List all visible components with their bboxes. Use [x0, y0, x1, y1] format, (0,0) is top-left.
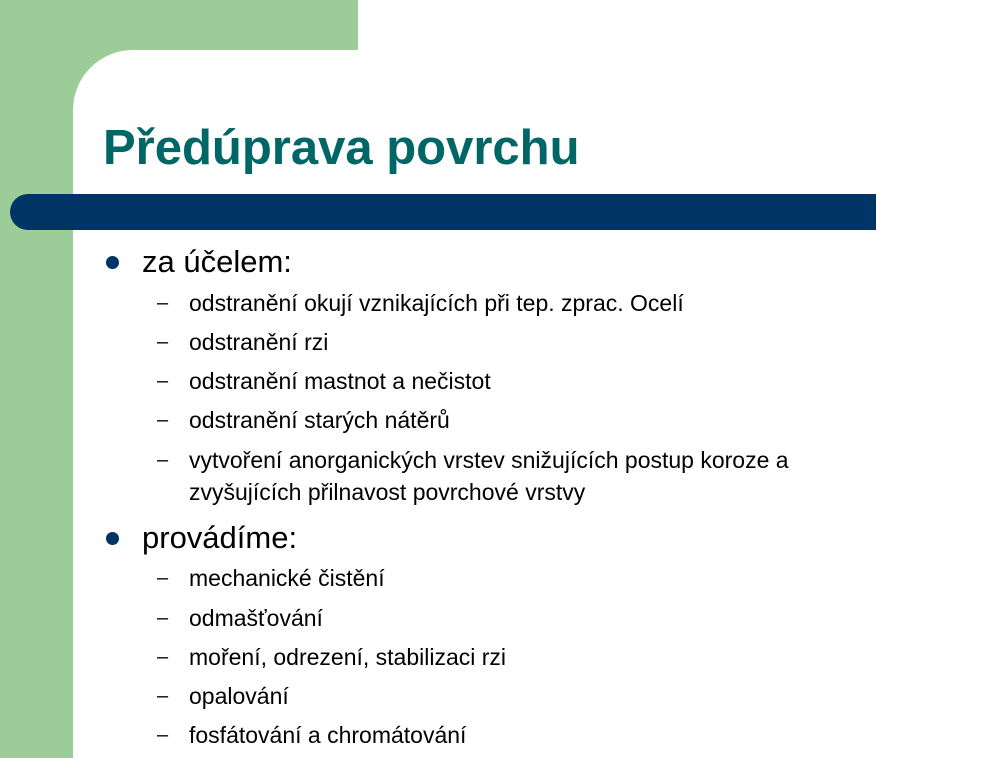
list-item-text: odstranění mastnot a nečistot	[189, 368, 491, 394]
dash-icon: –	[157, 567, 169, 589]
dash-icon: –	[157, 607, 169, 629]
accent-left-strip	[0, 0, 73, 758]
list-item	[157, 722, 467, 749]
list-item-text: fosfátování a chromátování	[189, 722, 467, 748]
bullet-dot-icon	[106, 256, 119, 269]
dash-icon: –	[157, 646, 169, 668]
dash-icon: –	[157, 685, 169, 707]
slide-title: Předúprava povrchu	[103, 121, 580, 175]
list-item	[157, 407, 450, 434]
dash-icon: –	[157, 409, 169, 431]
list-item-text: vytvoření anorganických vrstev snižujících postup koroze a	[189, 447, 789, 473]
list-item-text: odstranění okují vznikajících při tep. zprac. Ocelí	[189, 290, 684, 316]
bullet-dot-icon	[106, 532, 119, 545]
section-heading-purpose	[142, 244, 292, 280]
list-item-text: mechanické čistění	[189, 565, 385, 591]
list-item-text: odmašťování	[189, 605, 323, 631]
section-heading-methods	[142, 520, 297, 556]
title-underline-bar	[10, 194, 876, 230]
heading-text: provádíme:	[142, 520, 298, 555]
dash-icon: –	[157, 370, 169, 392]
dash-icon: –	[157, 724, 169, 746]
dash-icon: –	[157, 292, 169, 314]
list-item-text: zvyšujících přilnavost povrchové vrstvy	[189, 479, 586, 505]
list-item-continuation	[189, 479, 585, 506]
list-item	[157, 605, 323, 632]
list-item-text: moření, odrezení, stabilizaci rzi	[189, 644, 507, 670]
list-item	[157, 368, 491, 395]
list-item	[157, 329, 329, 356]
list-item	[157, 447, 789, 474]
list-item	[157, 644, 507, 671]
dash-icon: –	[157, 331, 169, 353]
list-item-text: odstranění starých nátěrů	[189, 407, 450, 433]
list-item	[157, 565, 385, 592]
dash-icon: –	[157, 449, 169, 471]
list-item	[157, 290, 684, 317]
heading-text: za účelem:	[142, 244, 292, 279]
list-item-text: odstranění rzi	[189, 329, 329, 355]
list-item	[157, 683, 289, 710]
list-item-text: opalování	[189, 683, 289, 709]
